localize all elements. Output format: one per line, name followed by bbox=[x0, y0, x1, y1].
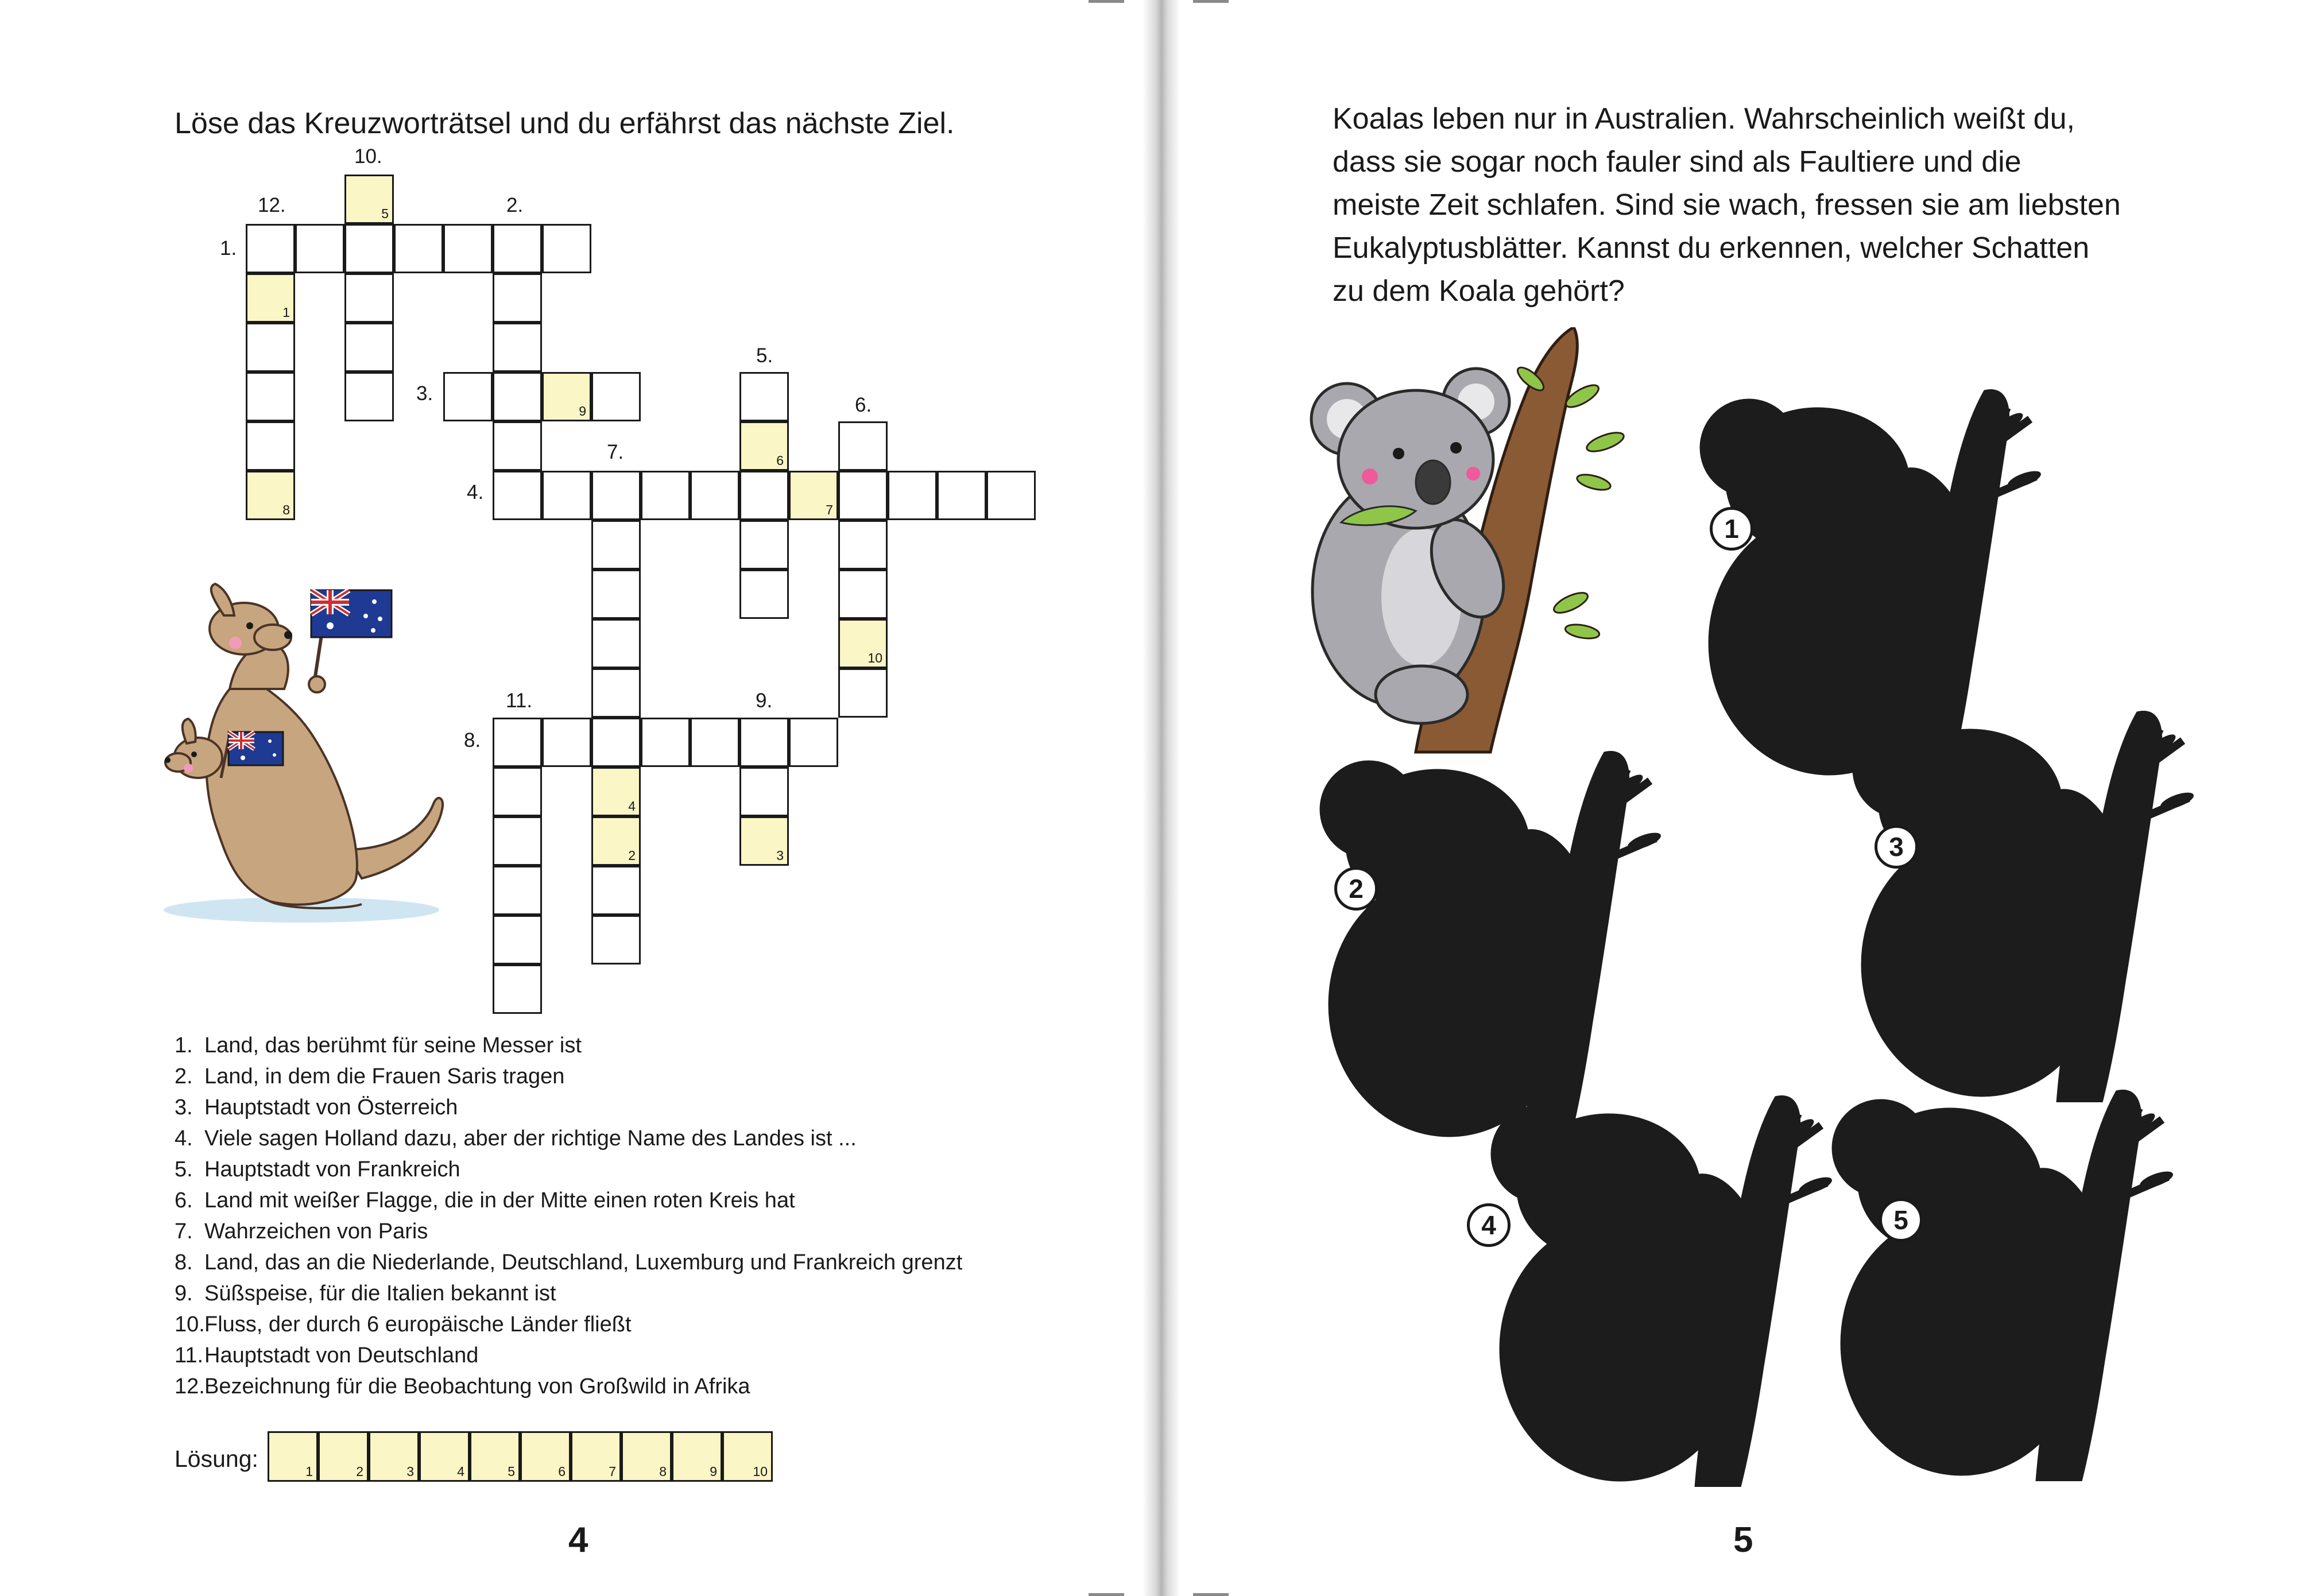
solution-index: 8 bbox=[659, 1464, 667, 1479]
solution-cell[interactable] bbox=[722, 1431, 773, 1482]
solution-cell[interactable] bbox=[672, 1431, 722, 1482]
kangaroo-body bbox=[207, 683, 357, 905]
solution-index: 1 bbox=[305, 1464, 313, 1479]
solution-index: 3 bbox=[406, 1464, 414, 1479]
solution-index: 9 bbox=[579, 404, 586, 419]
solution-cell[interactable] bbox=[419, 1431, 470, 1482]
clue-number-label: 9. bbox=[756, 689, 773, 712]
clue-number-label: 12. bbox=[258, 194, 286, 216]
koala-illustration bbox=[1284, 327, 1663, 764]
crossword-solution-cell[interactable] bbox=[246, 471, 295, 520]
crossword-solution-cell[interactable] bbox=[542, 372, 591, 421]
crossword-cell[interactable] bbox=[838, 520, 888, 570]
koala-leg bbox=[1376, 666, 1467, 723]
australia-flag-large-icon bbox=[311, 590, 392, 637]
crossword-cell[interactable] bbox=[344, 224, 394, 273]
crossword-instruction: Löse das Kreuzworträtsel und du erfährst das nächste Ziel. bbox=[175, 107, 955, 140]
solution-cell[interactable] bbox=[369, 1431, 419, 1482]
crossword-cell[interactable] bbox=[641, 471, 690, 520]
page-number: 4 bbox=[568, 1520, 588, 1560]
crossword-cell[interactable] bbox=[591, 668, 641, 718]
clue-number-label: 5. bbox=[756, 344, 773, 367]
clue-number-label: 7. bbox=[607, 441, 624, 463]
clue-item: 12.Bezeichnung für die Beobachtung von Großwild in Afrika bbox=[175, 1374, 750, 1399]
intro-line: Koalas leben nur in Australien. Wahrscheinlich weißt du, bbox=[1333, 102, 2075, 135]
solution-index: 2 bbox=[628, 848, 636, 863]
crossword-cell[interactable] bbox=[838, 668, 888, 718]
crossword-solution-cell[interactable] bbox=[246, 273, 295, 323]
solution-cell[interactable] bbox=[571, 1431, 621, 1482]
kangaroo-cheek bbox=[229, 637, 242, 649]
solution-cell[interactable] bbox=[470, 1431, 520, 1482]
page-edge-mark bbox=[1193, 1593, 1229, 1596]
australia-flag-small-icon bbox=[229, 732, 283, 765]
crossword-cell[interactable] bbox=[591, 570, 641, 619]
crossword-cell[interactable] bbox=[443, 372, 493, 421]
crossword-cell[interactable] bbox=[493, 372, 542, 421]
solution-index: 7 bbox=[826, 502, 833, 517]
solution-index: 7 bbox=[609, 1464, 616, 1479]
page-edge-mark bbox=[1193, 0, 1229, 3]
intro-line: dass sie sogar noch fauler sind als Faultiere und die bbox=[1333, 145, 2021, 179]
right-page bbox=[1180, 0, 2312, 1596]
koala-cheek-right bbox=[1466, 467, 1480, 481]
solution-index: 3 bbox=[776, 848, 784, 863]
clue-number-label: 8. bbox=[464, 729, 481, 751]
solution-index: 2 bbox=[356, 1464, 363, 1479]
shadow-number-badge: 5 bbox=[1879, 1198, 1923, 1242]
book-gutter bbox=[1143, 0, 1180, 1596]
shadow-number-badge: 1 bbox=[1710, 507, 1753, 551]
crossword-solution-cell[interactable] bbox=[838, 619, 888, 668]
clue-item: 2. Land, in dem die Frauen Saris tragen bbox=[175, 1064, 565, 1088]
crossword-cell[interactable] bbox=[739, 471, 789, 520]
kangaroo-illustration bbox=[155, 580, 454, 930]
kangaroo-nose bbox=[284, 631, 292, 639]
page-edge-mark bbox=[1089, 0, 1124, 3]
crossword-cell[interactable] bbox=[493, 767, 542, 816]
crossword-cell[interactable] bbox=[493, 273, 542, 323]
crossword-cell[interactable] bbox=[937, 471, 986, 520]
clue-number-label: 10. bbox=[354, 145, 382, 168]
crossword-cell[interactable] bbox=[591, 619, 641, 668]
solution-cell[interactable] bbox=[520, 1431, 571, 1482]
koala-shadow-5[interactable] bbox=[1818, 1085, 2174, 1481]
page-number: 5 bbox=[1733, 1520, 1753, 1560]
shadow-number-badge: 4 bbox=[1467, 1203, 1511, 1247]
shadow-number-badge: 3 bbox=[1875, 825, 1918, 869]
solution-cell[interactable] bbox=[318, 1431, 369, 1482]
crossword-cell[interactable] bbox=[739, 570, 789, 619]
crossword-cell[interactable] bbox=[838, 471, 888, 520]
clue-number-label: 1. bbox=[220, 237, 237, 259]
crossword-cell[interactable] bbox=[344, 273, 394, 323]
crossword-cell[interactable] bbox=[591, 866, 641, 915]
crossword-cell[interactable] bbox=[493, 421, 542, 471]
kangaroo-ear bbox=[211, 584, 234, 615]
koala-eye-left bbox=[1393, 448, 1404, 459]
crossword-solution-cell[interactable] bbox=[591, 816, 641, 866]
crossword-cell[interactable] bbox=[246, 323, 295, 372]
crossword-cell[interactable] bbox=[690, 471, 739, 520]
solution-label: Lösung: bbox=[175, 1446, 258, 1472]
koala-shadow-2[interactable] bbox=[1306, 746, 1662, 1142]
koala-shadow-4[interactable] bbox=[1477, 1091, 1833, 1487]
solution-index: 10 bbox=[753, 1464, 768, 1479]
solution-index: 6 bbox=[776, 453, 784, 468]
kangaroo-tail bbox=[344, 798, 443, 878]
intro-line: meiste Zeit schlafen. Sind sie wach, fressen sie am liebsten bbox=[1333, 188, 2121, 222]
clue-item: 11.Hauptstadt von Deutschland bbox=[175, 1343, 479, 1368]
kangaroo-paw bbox=[309, 676, 325, 692]
clue-item: 5. Hauptstadt von Frankreich bbox=[175, 1157, 460, 1181]
intro-line: zu dem Koala gehört? bbox=[1333, 274, 1625, 308]
solution-index: 8 bbox=[282, 502, 290, 517]
solution-index: 10 bbox=[868, 650, 882, 665]
crossword-cell[interactable] bbox=[641, 718, 690, 767]
crossword-cell[interactable] bbox=[246, 421, 295, 471]
koala-cheek-left bbox=[1362, 468, 1378, 485]
crossword-solution-cell[interactable] bbox=[739, 816, 789, 866]
crossword-cell[interactable] bbox=[493, 866, 542, 915]
crossword-cell[interactable] bbox=[493, 471, 542, 520]
clue-number-label: 3. bbox=[416, 382, 433, 405]
crossword-solution-cell[interactable] bbox=[344, 175, 394, 224]
crossword-cell[interactable] bbox=[838, 421, 888, 471]
solution-cell[interactable] bbox=[621, 1431, 672, 1482]
koala-head bbox=[1338, 390, 1493, 528]
crossword-cell[interactable] bbox=[739, 767, 789, 816]
crossword-cell[interactable] bbox=[394, 224, 443, 273]
clue-item: 8. Land, das an die Niederlande, Deutschland, Luxemburg und Frankreich grenzt bbox=[175, 1250, 963, 1275]
intro-line: Eukalyptusblätter. Kannst du erkennen, welcher Schatten bbox=[1333, 231, 2090, 265]
clue-item: 7. Wahrzeichen von Paris bbox=[175, 1219, 428, 1244]
crossword-cell[interactable] bbox=[542, 224, 591, 273]
clue-item: 6. Land mit weißer Flagge, die in der Mitte einen roten Kreis hat bbox=[175, 1188, 795, 1213]
crossword-cell[interactable] bbox=[591, 718, 641, 767]
koala-shadow-3[interactable] bbox=[1838, 706, 2194, 1102]
solution-index: 9 bbox=[710, 1464, 717, 1479]
left-page bbox=[0, 0, 1143, 1596]
crossword-cell[interactable] bbox=[690, 718, 739, 767]
koala-eye-right bbox=[1450, 442, 1462, 454]
crossword-cell[interactable] bbox=[542, 718, 591, 767]
crossword-cell[interactable] bbox=[591, 372, 641, 421]
page-edge-mark bbox=[1089, 1593, 1124, 1596]
crossword-cell[interactable] bbox=[443, 224, 493, 273]
crossword-cell[interactable] bbox=[591, 520, 641, 570]
crossword-cell[interactable] bbox=[542, 471, 591, 520]
crossword-solution-cell[interactable] bbox=[789, 471, 838, 520]
crossword-cell[interactable] bbox=[789, 718, 838, 767]
shadow-number-badge: 2 bbox=[1334, 867, 1378, 911]
solution-index: 4 bbox=[457, 1464, 464, 1479]
kangaroo-eye bbox=[246, 622, 253, 629]
crossword-cell[interactable] bbox=[591, 915, 641, 964]
crossword-cell[interactable] bbox=[246, 372, 295, 421]
koala-nose bbox=[1416, 460, 1450, 504]
clue-item: 9. Süßspeise, für die Italien bekannt ist bbox=[175, 1281, 556, 1306]
crossword-cell[interactable] bbox=[344, 372, 394, 421]
crossword-cell[interactable] bbox=[591, 471, 641, 520]
crossword-solution-cell[interactable] bbox=[591, 767, 641, 816]
solution-cell[interactable] bbox=[268, 1431, 318, 1482]
koala-intro-text bbox=[1333, 98, 2121, 313]
clue-item: 3. Hauptstadt von Österreich bbox=[175, 1095, 458, 1119]
crossword-cell[interactable] bbox=[739, 520, 789, 570]
clue-item: 1. Land, das berühmt für seine Messer ist bbox=[175, 1033, 582, 1057]
clue-list bbox=[175, 1030, 962, 1402]
clue-number-label: 6. bbox=[855, 394, 872, 416]
clue-number-label: 4. bbox=[467, 481, 484, 503]
solution-index: 1 bbox=[282, 305, 290, 320]
clue-number-label: 2. bbox=[506, 194, 524, 216]
crossword-cell[interactable] bbox=[344, 323, 394, 372]
crossword-cell[interactable] bbox=[986, 471, 1036, 520]
clue-item: 4. Viele sagen Holland dazu, aber der richtige Name des Landes ist ... bbox=[175, 1126, 857, 1150]
solution-index: 5 bbox=[381, 206, 389, 221]
crossword-cell[interactable] bbox=[493, 323, 542, 372]
clue-item: 10.Fluss, der durch 6 europäische Länder fließt bbox=[175, 1312, 632, 1337]
crossword-cell[interactable] bbox=[493, 964, 542, 1014]
crossword-cell[interactable] bbox=[739, 372, 789, 421]
crossword-cell[interactable] bbox=[493, 915, 542, 964]
crossword-cell[interactable] bbox=[493, 816, 542, 866]
crossword-cell[interactable] bbox=[838, 570, 888, 619]
crossword-cell[interactable] bbox=[493, 718, 542, 767]
solution-index: 5 bbox=[508, 1464, 515, 1479]
crossword-cell[interactable] bbox=[739, 718, 789, 767]
solution-index: 6 bbox=[558, 1464, 566, 1479]
crossword-cell[interactable] bbox=[246, 224, 295, 273]
crossword-cell[interactable] bbox=[295, 224, 344, 273]
crossword-solution-cell[interactable] bbox=[739, 421, 789, 471]
crossword-cell[interactable] bbox=[888, 471, 937, 520]
clue-number-label: 11. bbox=[506, 689, 533, 712]
solution-index: 4 bbox=[628, 799, 636, 814]
crossword-cell[interactable] bbox=[493, 224, 542, 273]
